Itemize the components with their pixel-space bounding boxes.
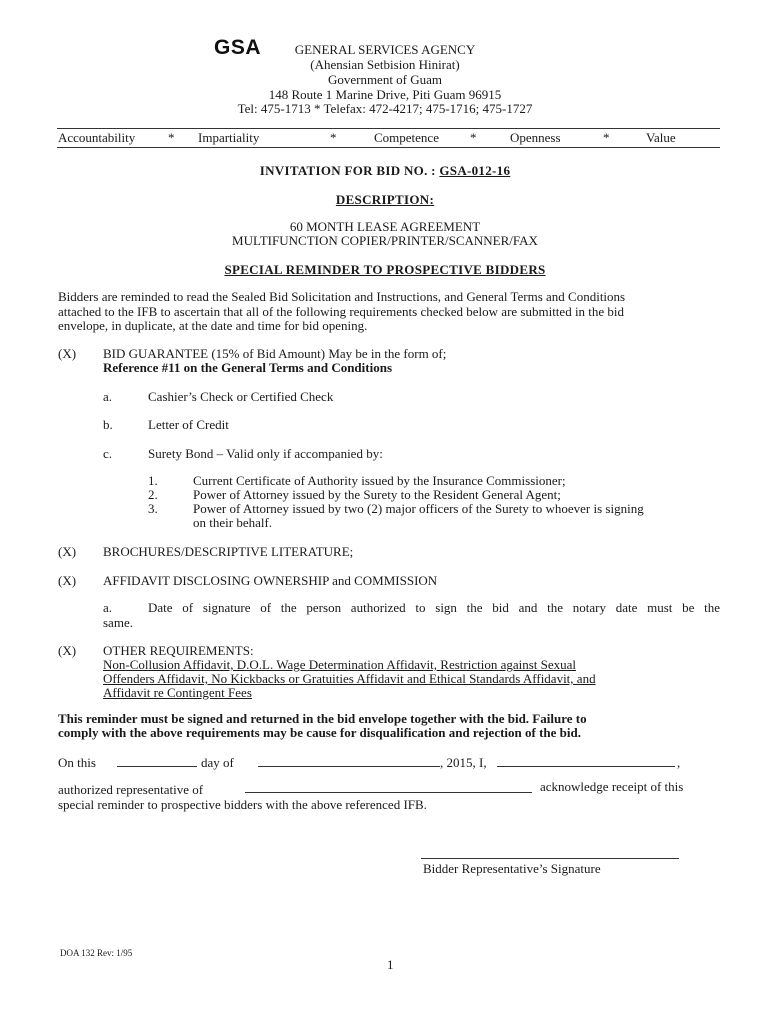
- value-competence: Competence: [374, 130, 439, 145]
- intro-line3: envelope, in duplicate, at the date and time for bid opening.: [58, 318, 368, 333]
- value-value: Value: [646, 130, 676, 145]
- ack-comma: ,: [677, 755, 681, 770]
- signature-label: Bidder Representative’s Signature: [423, 861, 601, 876]
- page-number: 1: [387, 957, 394, 972]
- option-letter: c.: [103, 446, 113, 461]
- bid-number: GSA-012-16: [439, 163, 511, 178]
- ack-line2: special reminder to prospective bidders with the above referenced IFB.: [58, 797, 427, 812]
- affidavit-line2: same.: [103, 615, 133, 630]
- option-surety-bond: Surety Bond – Valid only if accompanied by:: [148, 446, 383, 461]
- government-name: Government of Guam: [327, 72, 443, 87]
- ack-authorized: authorized representative of: [58, 782, 204, 797]
- option-letter: a.: [103, 389, 113, 404]
- agency-address: 148 Route 1 Marine Drive, Piti Guam 96915: [268, 87, 502, 102]
- ack-day-of: day of: [201, 755, 234, 770]
- surety-item-poa-officers-cont: on their behalf.: [193, 515, 273, 530]
- value-separator: *: [168, 130, 175, 145]
- other-line1: Non-Collusion Affidavit, D.O.L. Wage Determination Affidavit, Restriction against Sexual: [103, 657, 577, 672]
- check-brochures: (X): [58, 544, 77, 559]
- guarantee-reference: Reference #11 on the General Terms and Conditions: [103, 360, 393, 375]
- reminder-heading: SPECIAL REMINDER TO PROSPECTIVE BIDDERS: [224, 262, 546, 277]
- value-separator: *: [603, 130, 610, 145]
- values-top-rule: [57, 128, 720, 129]
- day-blank[interactable]: [117, 755, 197, 767]
- signature-line[interactable]: [421, 858, 679, 859]
- value-separator: *: [470, 130, 477, 145]
- other-line2: Offenders Affidavit, No Kickbacks or Gratuities Affidavit and Ethical Standards Affidavit, and: [103, 671, 596, 686]
- check-affidavit: (X): [58, 573, 77, 588]
- agency-native-name: (Ahensian Setbision Hinirat): [310, 57, 460, 72]
- surety-item-num: 1.: [148, 473, 158, 488]
- affidavit-line1: Date of signature of the person authorized to sign the bid and the notary date must be the: [148, 600, 720, 615]
- check-other: (X): [58, 643, 77, 658]
- ack-year: , 2015, I,: [440, 755, 487, 770]
- name-blank[interactable]: [497, 755, 675, 767]
- option-letter-of-credit: Letter of Credit: [148, 417, 229, 432]
- surety-item-num: 2.: [148, 487, 158, 502]
- gsa-logo: GSA: [214, 36, 262, 59]
- description-line1: 60 MONTH LEASE AGREEMENT: [289, 219, 481, 234]
- affidavit-letter: a.: [103, 600, 113, 615]
- other-line3: Affidavit re Contingent Fees: [103, 685, 252, 700]
- intro-line2: attached to the IFB to ascertain that all of the following requirements checked below are submitted in the bid: [58, 304, 625, 319]
- month-blank[interactable]: [258, 755, 440, 767]
- description-line2: MULTIFUNCTION COPIER/PRINTER/SCANNER/FAX: [232, 233, 538, 248]
- intro-line1: Bidders are reminded to read the Sealed Bid Solicitation and Instructions, and General Terms and Conditions: [58, 289, 626, 304]
- values-bottom-rule: [57, 147, 720, 148]
- value-impartiality: Impartiality: [198, 130, 260, 145]
- warning-line1: This reminder must be signed and returned in the bid envelope together with the bid. Failure to: [58, 711, 587, 726]
- check-guarantee: (X): [58, 346, 77, 361]
- company-blank[interactable]: [245, 781, 532, 793]
- surety-item-poa-agent: Power of Attorney issued by the Surety to the Resident General Agent;: [193, 487, 561, 502]
- affidavit-title: AFFIDAVIT DISCLOSING OWNERSHIP and COMMISSION: [103, 573, 438, 588]
- value-accountability: Accountability: [58, 130, 136, 145]
- surety-item-num: 3.: [148, 501, 158, 516]
- other-title: OTHER REQUIREMENTS:: [103, 643, 254, 658]
- agency-name: GENERAL SERVICES AGENCY: [294, 42, 476, 57]
- agency-phone: Tel: 475-1713 * Telefax: 472-4217; 475-1716; 475-1727: [237, 101, 533, 116]
- option-cashiers-check: Cashier’s Check or Certified Check: [148, 389, 334, 404]
- bid-title: [0, 163, 770, 179]
- brochures-requirement: BROCHURES/DESCRIPTIVE LITERATURE;: [103, 544, 354, 559]
- form-code: DOA 132 Rev: 1/95: [60, 948, 133, 958]
- warning-line2: comply with the above requirements may be cause for disqualification and rejection of the bid.: [58, 725, 582, 740]
- surety-item-poa-officers: Power of Attorney issued by two (2) major officers of the Surety to whoever is signing: [193, 501, 644, 516]
- guarantee-title: BID GUARANTEE (15% of Bid Amount) May be in the form of;: [103, 346, 447, 361]
- bid-title-prefix: INVITATION FOR BID NO. :: [259, 163, 440, 178]
- ack-acknowledge: acknowledge receipt of this: [540, 779, 684, 794]
- surety-item-certificate: Current Certificate of Authority issued by the Insurance Commissioner;: [193, 473, 566, 488]
- option-letter: b.: [103, 417, 113, 432]
- description-heading: DESCRIPTION:: [335, 192, 435, 207]
- value-openness: Openness: [510, 130, 561, 145]
- ack-on-this: On this: [58, 755, 96, 770]
- value-separator: *: [330, 130, 337, 145]
